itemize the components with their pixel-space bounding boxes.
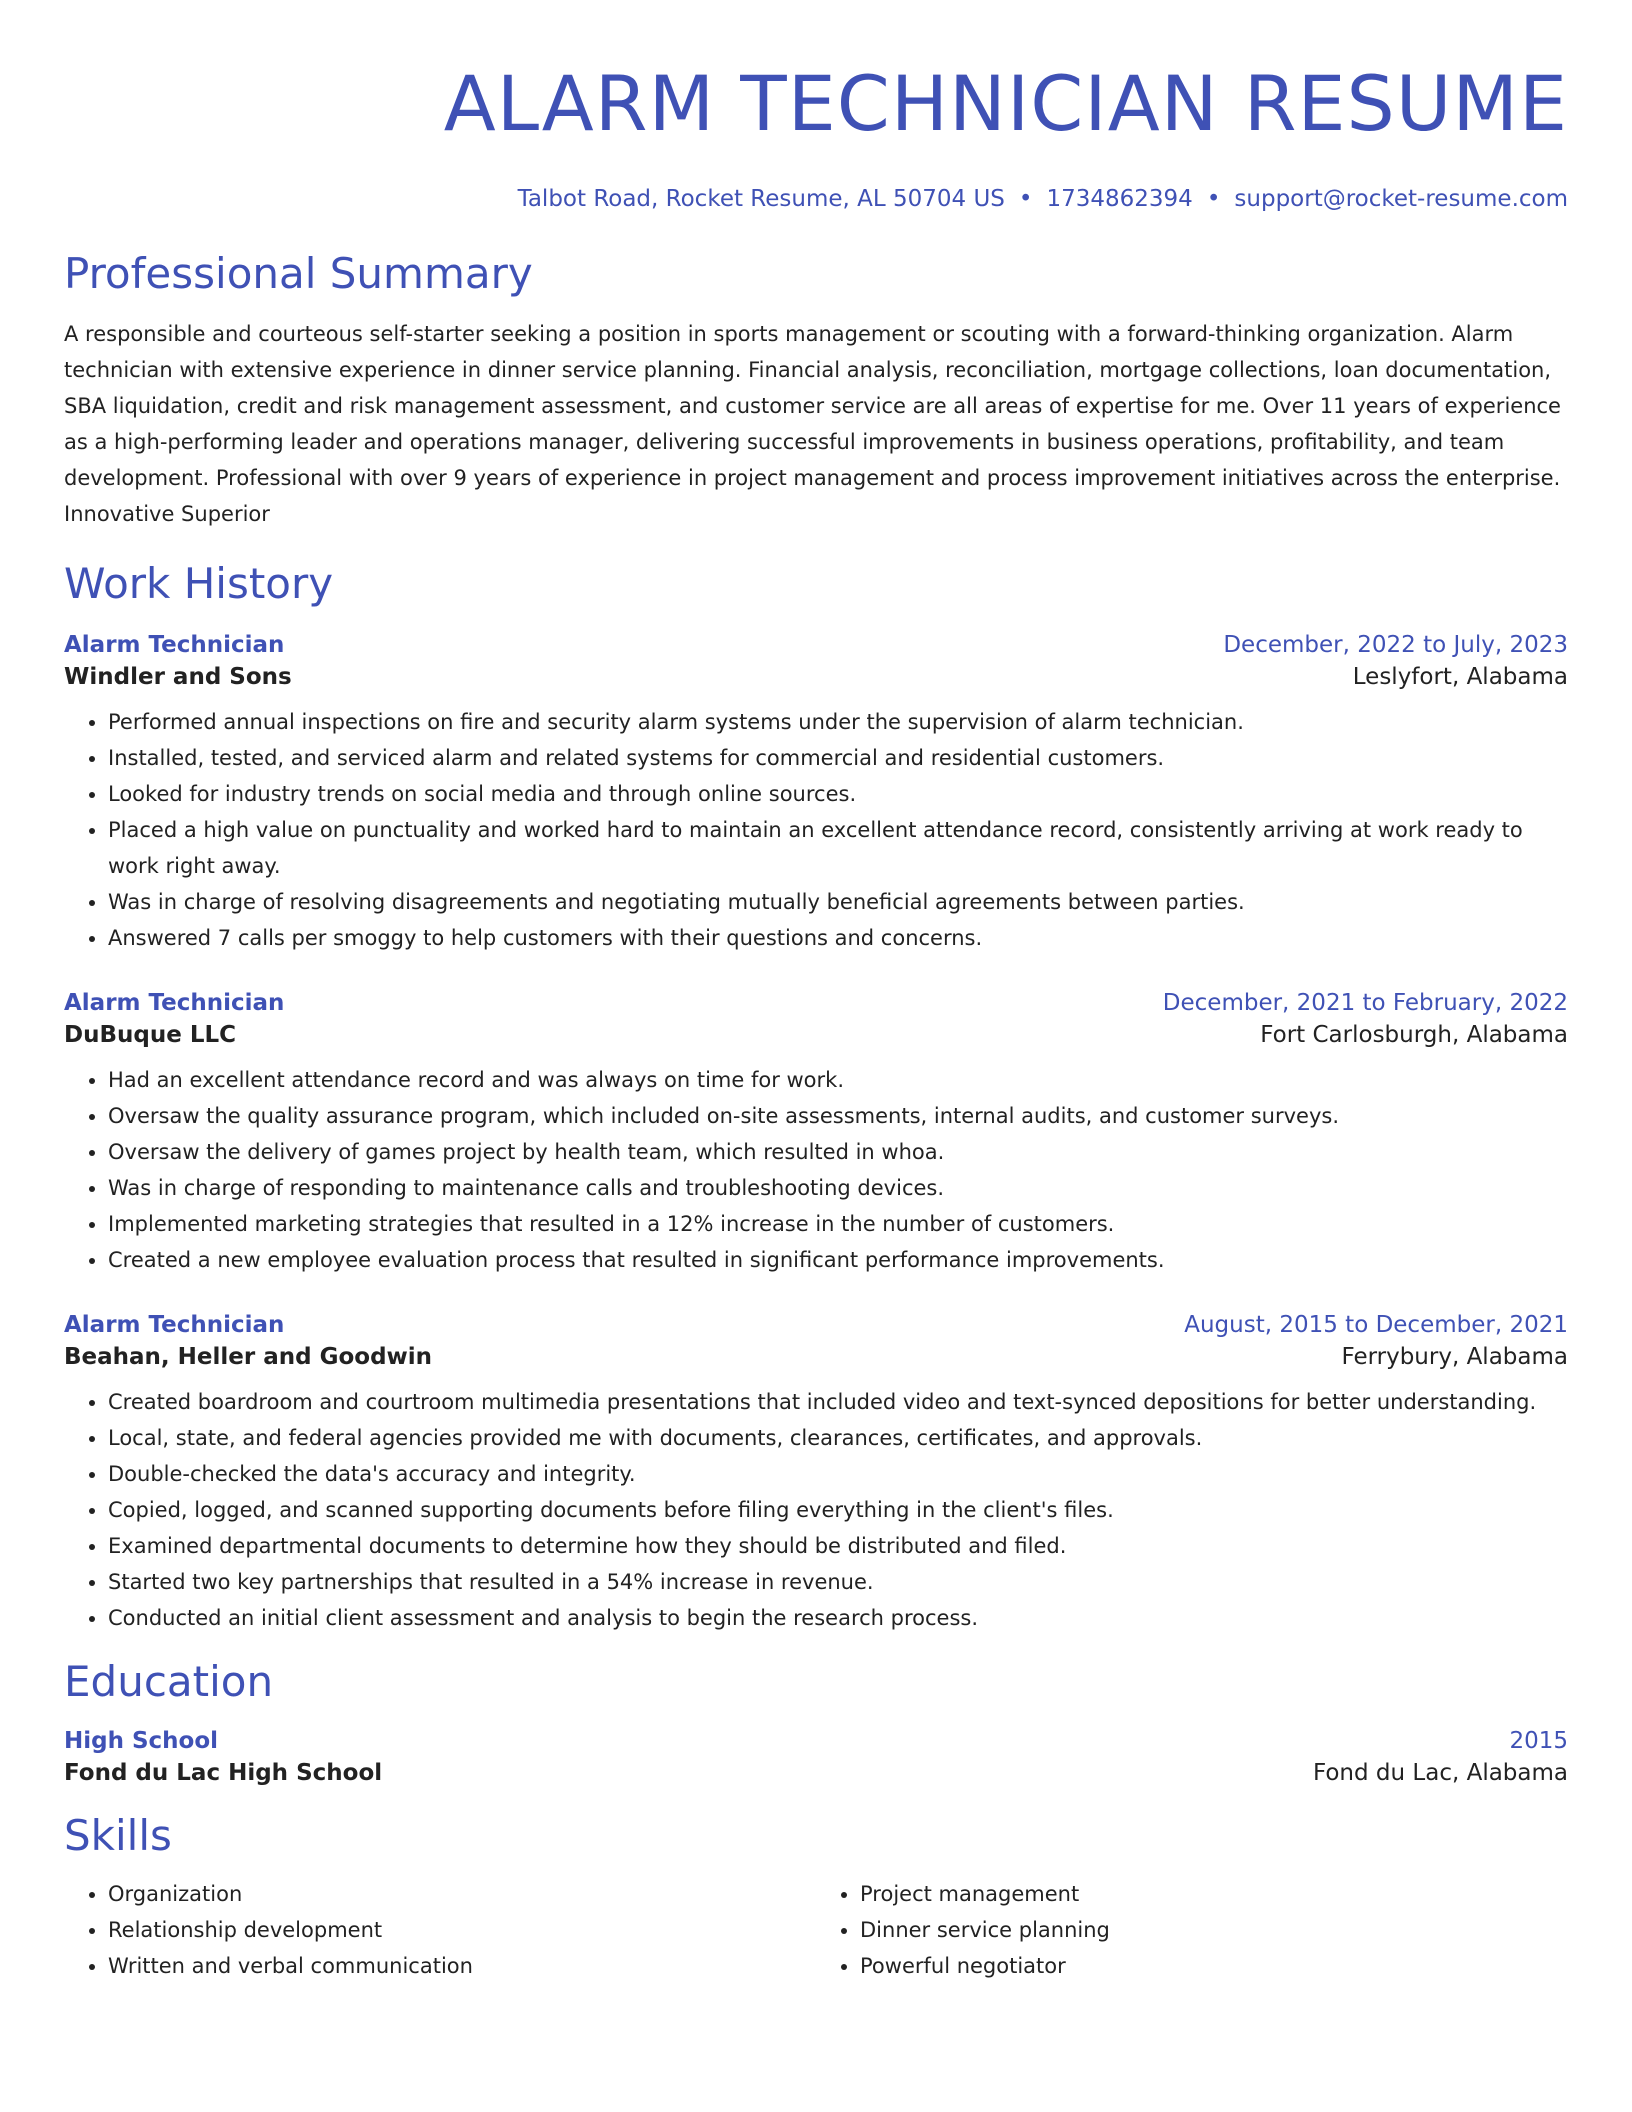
- list-item: • Placed a high value on punctuality and worked hard to maintain an excellent attendance record, consistently arriving at work ready to work right away.: [108, 812, 1568, 884]
- list-item: • Created boardroom and courtroom multimedia presentations that included video and text-synced depositions for better understanding.: [108, 1384, 1568, 1420]
- job-entry: [64, 990, 1568, 1278]
- list-item: • Local, state, and federal agencies provided me with documents, clearances, certificates, and approvals.: [108, 1420, 1568, 1456]
- list-item: • Created a new employee evaluation process that resulted in significant performance improvements.: [108, 1242, 1568, 1278]
- job-header: [64, 990, 1568, 1016]
- list-item: • Relationship development: [108, 1912, 816, 1948]
- job-company: Windler and Sons: [64, 664, 292, 690]
- education-header: [64, 1728, 1568, 1754]
- education-entry: [64, 1728, 1568, 1786]
- summary-text: A responsible and courteous self-starter seeking a position in sports management or scouting with a forward-thinking organization. Alarm technician with extensive experience in dinner service planning. Financial analysis, reconciliation, mortgage collections, loan documentation, SBA liquidation, credit and risk management assessment, and customer service are all areas of expertise for me. Over 11 years of experience as a high-performing leader and operations manager, delivering successful improvements in business operations, profitability, and team development. Professional with over 9 years of experience in project management and process improvement initiatives across the enterprise. Innovative Superior: [64, 322, 1561, 526]
- list-item: • Looked for industry trends on social media and through online sources.: [108, 776, 1568, 812]
- job-entry: [64, 1312, 1568, 1636]
- contact-line: [64, 184, 1568, 214]
- skills-heading: Skills: [64, 1811, 172, 1860]
- skills-column-right: [816, 1876, 1568, 1984]
- list-item: • Copied, logged, and scanned supporting documents before filing everything in the client's files.: [108, 1492, 1568, 1528]
- skills-list: [64, 1876, 1568, 1984]
- summary-heading: Professional Summary: [64, 249, 533, 298]
- contact-address: Talbot Road, Rocket Resume, AL 50704 US: [517, 186, 1005, 212]
- education-year: 2015: [1509, 1728, 1568, 1754]
- list-item: • Oversaw the delivery of games project by health team, which resulted in whoa.: [108, 1134, 1568, 1170]
- list-item: • Dinner service planning: [860, 1912, 1568, 1948]
- list-item: • Examined departmental documents to determine how they should be distributed and filed.: [108, 1528, 1568, 1564]
- education-degree: High School: [64, 1728, 219, 1754]
- job-location: Leslyfort, Alabama: [1352, 664, 1568, 690]
- job-company-row: [64, 664, 1568, 690]
- education-location: Fond du Lac, Alabama: [1312, 1760, 1568, 1786]
- job-header: [64, 1312, 1568, 1338]
- list-item: • Oversaw the quality assurance program, which included on-site assessments, internal audits, and customer surveys.: [108, 1098, 1568, 1134]
- list-item: • Written and verbal communication: [108, 1948, 816, 1984]
- job-title: Alarm Technician: [64, 1312, 285, 1338]
- list-item: • Powerful negotiator: [860, 1948, 1568, 1984]
- job-dates: December, 2022 to July, 2023: [1223, 632, 1568, 658]
- list-item: • Was in charge of resolving disagreements and negotiating mutually beneficial agreements between parties.: [108, 884, 1568, 920]
- job-company-row: [64, 1344, 1568, 1370]
- job-bullets: [64, 1384, 1568, 1636]
- contact-separator: •: [1206, 186, 1221, 212]
- list-item: • Performed annual inspections on fire and security alarm systems under the supervision of alarm technician.: [108, 704, 1568, 740]
- contact-separator: •: [1018, 186, 1033, 212]
- list-item: • Project management: [860, 1876, 1568, 1912]
- list-item: • Installed, tested, and serviced alarm and related systems for commercial and residential customers.: [108, 740, 1568, 776]
- list-item: • Started two key partnerships that resulted in a 54% increase in revenue.: [108, 1564, 1568, 1600]
- job-entry: [64, 632, 1568, 956]
- job-bullets: [64, 704, 1568, 956]
- job-header: [64, 632, 1568, 658]
- skills-column-left: [64, 1876, 816, 1984]
- education-heading: Education: [64, 1657, 274, 1706]
- list-item: • Had an excellent attendance record and was always on time for work.: [108, 1062, 1568, 1098]
- contact-email[interactable]: support@rocket-resume.com: [1234, 186, 1568, 212]
- list-item: • Was in charge of responding to maintenance calls and troubleshooting devices.: [108, 1170, 1568, 1206]
- job-title: Alarm Technician: [64, 632, 285, 658]
- job-company-row: [64, 1022, 1568, 1048]
- education-school: Fond du Lac High School: [64, 1760, 383, 1786]
- job-dates: December, 2021 to February, 2022: [1162, 990, 1568, 1016]
- list-item: • Conducted an initial client assessment and analysis to begin the research process.: [108, 1600, 1568, 1636]
- list-item: • Answered 7 calls per smoggy to help customers with their questions and concerns.: [108, 920, 1568, 956]
- job-dates: August, 2015 to December, 2021: [1184, 1312, 1568, 1338]
- resume-title: ALARM TECHNICIAN RESUME: [443, 59, 1568, 148]
- list-item: • Organization: [108, 1876, 816, 1912]
- contact-phone: 1734862394: [1046, 186, 1193, 212]
- education-school-row: [64, 1760, 1568, 1786]
- job-company: DuBuque LLC: [64, 1022, 237, 1048]
- job-title: Alarm Technician: [64, 990, 285, 1016]
- work-history-heading: Work History: [64, 559, 334, 608]
- list-item: • Implemented marketing strategies that resulted in a 12% increase in the number of customers.: [108, 1206, 1568, 1242]
- job-company: Beahan, Heller and Goodwin: [64, 1344, 433, 1370]
- list-item: • Double-checked the data's accuracy and integrity.: [108, 1456, 1568, 1492]
- job-location: Fort Carlosburgh, Alabama: [1260, 1022, 1568, 1048]
- job-location: Ferrybury, Alabama: [1341, 1344, 1568, 1370]
- job-bullets: [64, 1062, 1568, 1278]
